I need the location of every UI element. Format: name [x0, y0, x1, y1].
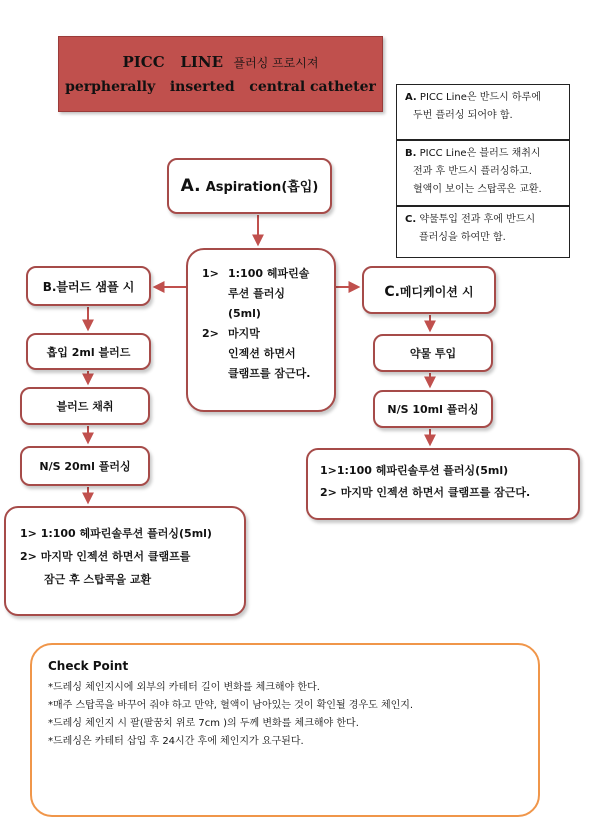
center-steps-box: 1> 1:100 헤파린솔 루션 플러싱 (5ml) 2> 마지막 인젝션 하면서 클램프를 잠근다.	[186, 248, 336, 412]
title-banner	[58, 36, 383, 112]
med-final-box: 1>1:100 헤파린솔루션 플러싱(5ml) 2> 마지막 인젝션 하면서 클램프를 잠근다.	[306, 448, 580, 520]
page-subtitle: perpherally inserted central catheter	[65, 79, 376, 95]
check-point-item: *드레싱은 카테터 삽입 후 24시간 후에 체인지가 요구된다.	[48, 736, 304, 747]
note-c: C. 약물투입 전과 후에 반드시 플러싱을 하여만 함.	[396, 206, 570, 258]
note-b: B. PICC Line은 블러드 채취시 전과 후 반드시 플러싱하고. 혈액이 보이는 스탑콕은 교환.	[396, 140, 570, 206]
check-point-box	[30, 643, 540, 817]
blood-step-aspirate: 흡입 2ml 블러드	[26, 333, 151, 370]
blood-step-draw: 블러드 채취	[20, 387, 150, 425]
page-title: PICC LINE 플러싱 프로시져	[122, 53, 319, 71]
check-point-item: *드레싱 체인지시에 외부의 카테터 길이 변화를 체크해야 한다.	[48, 682, 320, 693]
aspiration-box: A. Aspiration(흡입)	[167, 158, 332, 214]
blood-final-box: 1> 1:100 헤파린솔루션 플러싱(5ml) 2> 마지막 인젝션 하면서 클램프를 잠근 후 스탑콕을 교환	[4, 506, 246, 616]
check-point-item: *매주 스탑콕을 바꾸어 줘야 하고 만약, 혈액이 남아있는 것이 확인될 경우도 체인지.	[48, 700, 414, 711]
check-point-item: *드레싱 체인지 시 팔(팔꿈치 위로 7cm )의 두께 변화를 체크해야 한다.	[48, 718, 359, 729]
note-a: A. PICC Line은 반드시 하루에 두번 플러싱 되어야 함.	[396, 84, 570, 140]
check-point-title: Check Point	[48, 659, 129, 673]
blood-step-flush: N/S 20ml 플러싱	[20, 446, 150, 486]
med-step-flush: N/S 10ml 플러싱	[373, 390, 493, 428]
blood-sample-box: B.블러드 샘플 시	[26, 266, 151, 306]
med-step-inject: 약물 투입	[373, 334, 493, 372]
medication-box: C.메디케이션 시	[362, 266, 496, 314]
